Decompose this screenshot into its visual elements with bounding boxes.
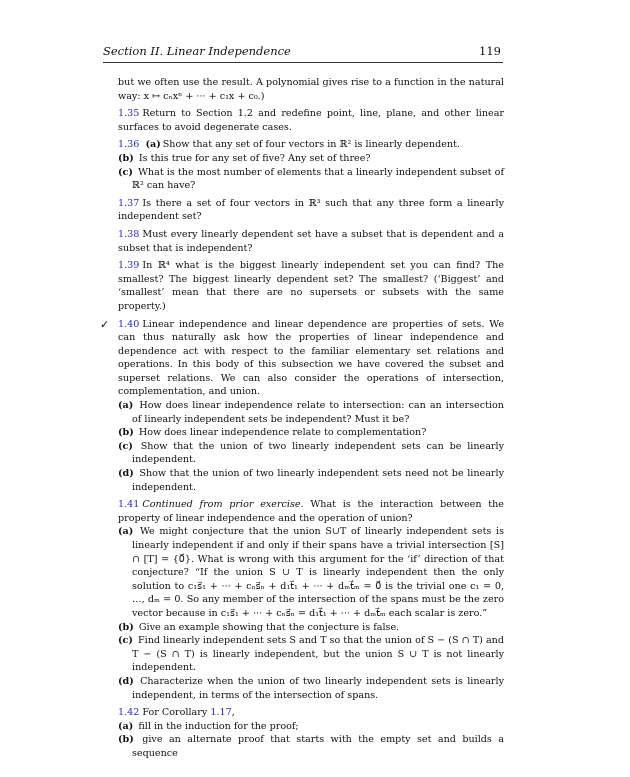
part-label: (d): [118, 675, 134, 687]
exercise-number[interactable]: 1.35: [118, 108, 140, 120]
exercise-text: Linear independence and linear dependence are properties of sets. We can thus naturally ask how the properties of linear independence and dependence act with respect to the familiar elementary set relations and operations. In this body of this subsection we have covered the subset and superset relations. We can also consider the operations of intersection, complementation, and union.: [118, 318, 504, 398]
page-body: [100, 76, 504, 761]
header-rule: [103, 62, 503, 63]
part-text: Find linearly independent sets S and T so that the union of S − (S ∩ T) and T − (S ∩ T) is linearly independent, but the union S ∪ T is not linearly independent.: [132, 635, 504, 674]
part-text: Show that the union of two linearly independent sets can be linearly independent.: [132, 440, 504, 466]
exercise-text: Is there a set of four vectors in ℝ³ such that any three form a linearly independent set?: [118, 197, 504, 223]
exercise-number[interactable]: 1.40: [118, 318, 140, 330]
part-text: How does linear independence relate to intersection: can an intersection of linearly independent sets be independent? Must it be?: [132, 400, 504, 425]
part-label: (c): [118, 635, 133, 647]
section-title: Section II. Linear Independence: [103, 44, 291, 58]
part-label: (a): [118, 720, 134, 732]
exercise-text: Must every linearly dependent set have a subset that is dependent and a subset that is independent?: [118, 228, 504, 254]
running-header: [103, 44, 503, 60]
exercise-text: For Corollary: [142, 707, 208, 719]
exercise-number[interactable]: 1.37: [118, 197, 140, 209]
part-label: (a): [118, 526, 134, 538]
part-text: give an alternate proof that starts with the empty set and builds a sequence: [132, 734, 504, 759]
part-text: Give an example showing that the conjecture is false.: [138, 621, 400, 633]
exercise-text: Return to Section 1.2 and redefine point, line, plane, and other linear surfaces to avoid degenerate cases.: [118, 108, 504, 133]
part-label: (b): [118, 427, 134, 439]
part-label: (b): [118, 621, 134, 633]
exercise-text-after: ,: [231, 707, 235, 719]
checkmark-icon: ✓: [100, 317, 110, 331]
exercise-1-35: [118, 107, 504, 134]
part-text: fill in the induction for the proof;: [138, 720, 299, 732]
part-label: (a): [118, 400, 134, 412]
part-text: How does linear independence relate to complementation?: [138, 427, 427, 439]
page-number: 119: [479, 44, 501, 58]
part-text: Show that any set of four vectors in ℝ² is linearly dependent.: [162, 139, 460, 151]
part-text: What is the most number of elements that a linearly independent subset of ℝ² can have?: [132, 166, 504, 192]
exercise-1-39: [118, 259, 504, 313]
exercise-number[interactable]: 1.36: [118, 139, 140, 151]
exercise-number[interactable]: 1.42: [118, 707, 140, 719]
exercise-1-38: [118, 228, 504, 255]
exercise-1-37: [118, 197, 504, 224]
part-text: Is this true for any set of five? Any set of three?: [138, 152, 371, 164]
part-label: (c): [118, 440, 133, 452]
exercise-number[interactable]: 1.39: [118, 260, 140, 272]
exercise-1-36: [118, 138, 504, 192]
exercise-text: What is the interaction between the property of linear independence and the operation of union?: [118, 499, 504, 524]
exercise-1-41: [118, 498, 504, 702]
exercise-number[interactable]: 1.41: [118, 499, 140, 511]
corollary-link[interactable]: 1.17: [210, 707, 232, 719]
part-label: (a): [145, 139, 161, 151]
exercise-number[interactable]: 1.38: [118, 228, 140, 240]
part-label: (b): [118, 734, 134, 746]
intro-paragraph: but we often use the result. A polynomial gives rise to a function in the natural way: x ↦ cₙxⁿ + ··· + c₁x + c₀.): [118, 77, 504, 102]
part-label: (c): [118, 166, 133, 178]
part-label: (b): [118, 152, 134, 164]
exercise-1-42: [118, 706, 504, 760]
part-text: We might conjecture that the union S∪T of linearly independent sets is linearly independent if and only if their spans have a trivial intersection [S] ∩ [T] = {0⃗}. What is wrong with this argument for the ‘if’ direction of that conjecture? “If the union S ∪ T is linearly independent then the only solution to c₁s⃗₁ + ··· + cₙs⃗ₙ + d₁t⃗₁ + ··· + dₘt⃗ₘ = 0⃗ is the trivial one c₁ = 0, …, dₘ = 0. So any member of the intersection of the spans must be the zero vector because in c₁s⃗₁ + ··· + cₙs⃗ₙ = d₁t⃗₁ + ··· + dₘt⃗ₘ each scalar is zero.”: [132, 526, 504, 619]
part-text: Characterize when the union of two linearly independent sets is linearly independent, in terms of the intersection of spans.: [132, 675, 504, 701]
exercise-lead: Continued from prior exercise.: [142, 499, 304, 511]
exercise-text: In ℝ⁴ what is the biggest linearly independent set you can find? The smallest? The biggest linearly dependent set? The smallest? (‘Biggest’ and ‘smallest’ mean that there are no supersets or subsets with the same property.): [118, 260, 504, 312]
exercise-1-40: [100, 317, 504, 495]
part-text: Show that the union of two linearly independent sets need not be linearly independent.: [132, 468, 504, 493]
part-label: (d): [118, 468, 134, 480]
